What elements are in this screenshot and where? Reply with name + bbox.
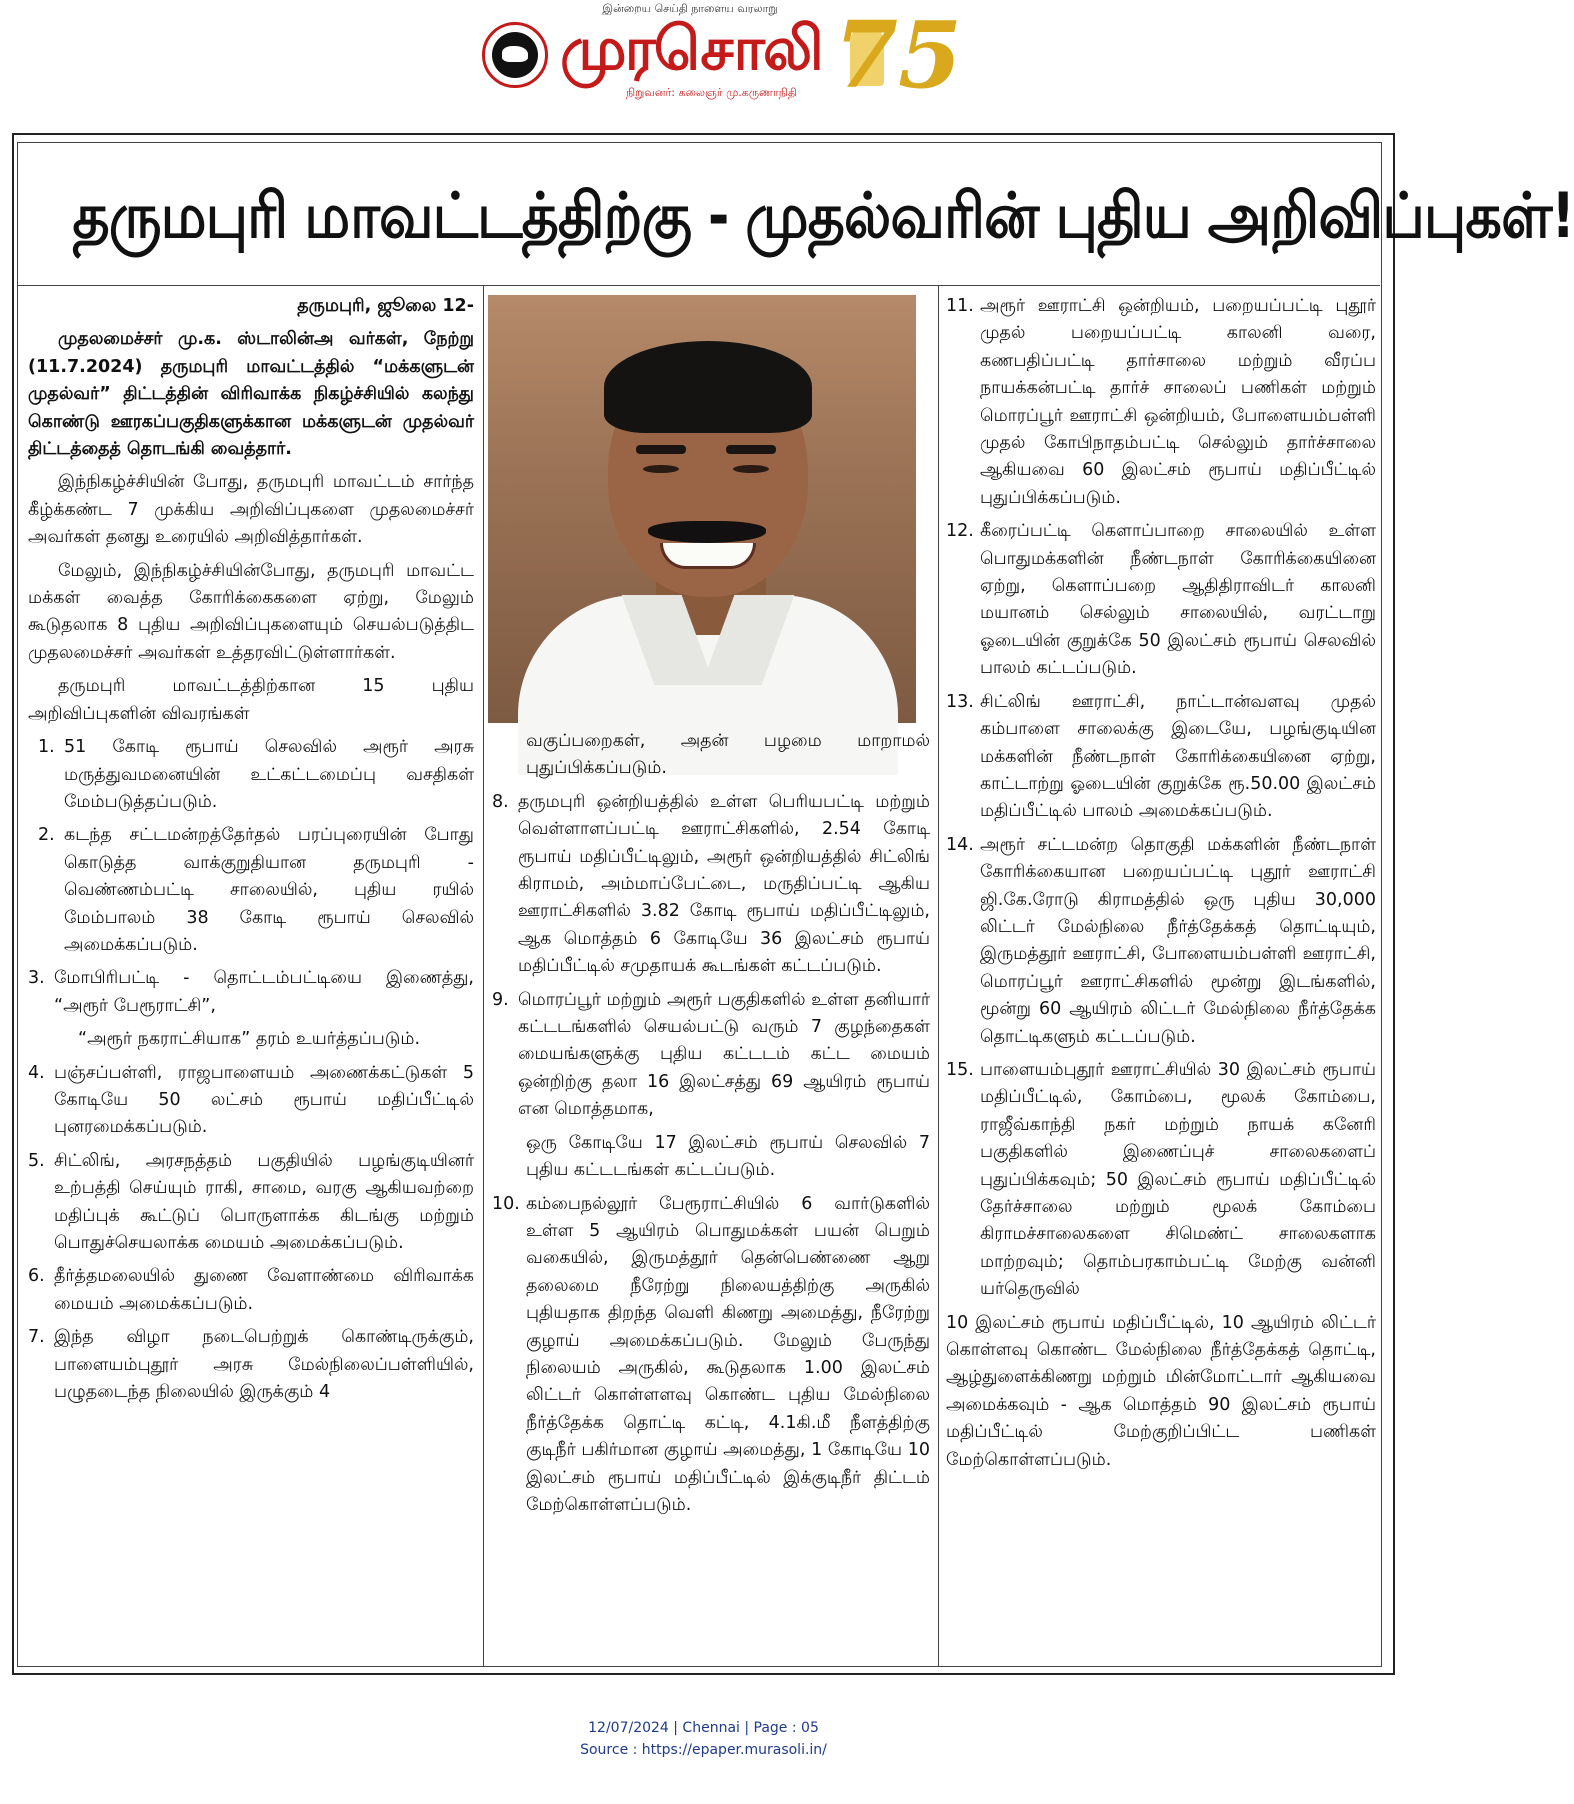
announcement-item: 6. தீர்த்தமலையில் துணை வேளாண்மை விரிவாக்க மையம் அமைக்கப்படும். (28, 1266, 474, 1314)
article-headline: தருமபுரி மாவட்டத்திற்கு - முதல்வரின் புதிய அறிவிப்புகள்! (72, 179, 1574, 252)
article-paragraph: தருமபுரி மாவட்டத்திற்கான 15 புதிய அறிவிப்புகளின் விவரங்கள் (28, 676, 474, 724)
announcement-item-continuation: “அரூர் நகராட்சியாக” தரம் உயர்த்தப்படும். (78, 1029, 421, 1050)
source-url: Source : https://epaper.murasoli.in/ (580, 1742, 827, 1758)
chief-minister-photo (488, 295, 916, 723)
newspaper-logo: முரசொலி (560, 14, 822, 84)
article-lead: முதலமைச்சர் மு.க. ஸ்டாலின்அ வர்கள், நேற்று (11.7.2024) தருமபுரி மாவட்டத்தில் “மக்களுடன் முதல்வர்” திட்டத்தின் விரிவாக்க நிகழ்ச்சியில் கலந்து கொண்டு ஊரகப்பகுதிகளுக்கான மக்களுடன் முதல்வர் திட்டத்தைத் தொடங்கி வைத்தார். (28, 329, 474, 460)
announcement-item: 1. 51 கோடி ரூபாய் செலவில் அரூர் அரசு மருத்துவமனையின் உட்கட்டமைப்பு வசதிகள் மேம்படுத்தப்படும். (38, 737, 474, 812)
article-column-3 (946, 293, 1376, 1480)
edition-info: 12/07/2024 | Chennai | Page : 05 (588, 1720, 819, 1736)
announcement-item: 11. அரூர் ஊராட்சி ஒன்றியம், பறையப்பட்டி புதூர் முதல் பறையப்பட்டி காலனி வரை, கணபதிப்பட்டி தார்சாலை மற்றும் வீரப்ப நாயக்கன்பட்டி தார்ச் சாலைப் பணிகள் மற்றும் மொரப்பூர் ஊராட்சி ஒன்றியம், போளையம்பள்ளி முதல் கோபிநாதம்பட்டி செல்லும் தார்ச்சாலை ஆகியவை 60 இலட்சம் ரூபாய் மதிப்பீட்டில் புதுப்பிக்கப்படும். (946, 296, 1376, 508)
announcement-item: 4. பஞ்சப்பள்ளி, ராஜபாளையம் அணைக்கட்டுகள் 5 கோடியே 50 லட்சம் ரூபாய் மதிப்பீட்டில் புனரமைக்கப்படும். (28, 1062, 474, 1138)
announcement-item: 13. சிட்லிங் ஊராட்சி, நாட்டான்வளவு முதல் கம்பாளை சாலைக்கு இடையே, பழங்குடியின மக்களின் நீண்டநாள் கோரிக்கையினை ஏற்று, காட்டாற்று ஓடையின் குறுக்கே ரூ.50.00 இலட்சம் மதிப்பீட்டில் பாலம் அமைக்கப்படும். (946, 691, 1376, 822)
article-paragraph: மேலும், இந்நிகழ்ச்சியின்போது, தருமபுரி மாவட்ட மக்கள் வைத்த கோரிக்கைகளை ஏற்று, மேலும் கூடுதலாக 8 புதிய அறிவிப்புகளையும் செயல்படுத்திட முதலமைச்சர் அவர்கள் உத்தரவிட்டுள்ளார்கள். (28, 560, 474, 663)
headline-divider (18, 285, 1380, 286)
announcement-item: 2. கடந்த சட்டமன்றத்தேர்தல் பரப்புரையின் போது கொடுத்த வாக்குறுதியான தருமபுரி - வெண்ணம்பட்டி சாலையில், புதிய ரயில் மேம்பாலம் 38 கோடி ரூபாய் செலவில் அமைக்கப்படும். (38, 825, 474, 955)
party-emblem-icon (482, 22, 548, 88)
masthead-tagline: இன்றைய செய்தி நாளைய வரலாறு (602, 2, 778, 15)
column-divider-1 (483, 286, 484, 1666)
masthead (0, 0, 1407, 110)
article-column-1 (28, 293, 474, 1412)
article-paragraph: இந்நிகழ்ச்சியின் போது, தருமபுரி மாவட்டம் சார்ந்த கீழ்க்கண்ட 7 முக்கிய அறிவிப்புகளை முதலமைச்சர் அவர்கள் தனது உரையில் அறிவித்தார்கள். (28, 472, 474, 548)
announcement-item-continuation: வகுப்பறைகள், அதன் பழமை மாறாமல் புதுப்பிக்கப்படும். (526, 731, 930, 779)
announcement-item: 5. சிட்லிங், அரசநத்தம் பகுதியில் பழங்குடியினர் உற்பத்தி செய்யும் ராகி, சாமை, வரகு ஆகியவற்றை மதிப்புக் கூட்டுப் பொருளாக்க கிடங்கு மற்றும் பொதுச்செயலாக்க மையம் அமைக்கப்படும். (28, 1150, 474, 1253)
jubilee-75-badge: 75 (834, 1, 963, 109)
announcement-item: 14. அரூர் சட்டமன்ற தொகுதி மக்களின் நீண்டநாள் கோரிக்கையான பறையப்பட்டி புதூர் ஊராட்சி ஜி.கே.ரோடு கிராமத்தில் ஒரு புதிய 30,000 லிட்டர் மேல்நிலை நீர்த்தேக்கத் தொட்டியும், இருமத்தூர் ஊராட்சி, போளையம்பள்ளி ஊராட்சி, மொரப்பூர் ஊராட்சிகளில் மூன்று இடங்களில், மூன்று 60 ஆயிரம் லிட்டர் மேல்நிலை நீர்த்தேக்க தொட்டிகளும் கட்டப்படும். (946, 834, 1376, 1047)
article-dateline: தருமபுரி, ஜூலை 12- (297, 296, 474, 316)
masthead-subtitle: நிறுவனர்: கலைஞர் மு.கருணாநிதி (626, 86, 797, 99)
column-divider-2 (938, 286, 939, 1666)
announcement-item: 8. தருமபுரி ஒன்றியத்தில் உள்ள பெரியபட்டி மற்றும் வெள்ளாளப்பட்டி ஊராட்சிகளில், 2.54 கோடி ரூபாய் மதிப்பீட்டிலும், அரூர் ஒன்றியத்தில் சிட்லிங் கிராமம், அம்மாப்பேட்டை, மருதிப்பட்டி ஆகிய ஊராட்சிகளில் 3.82 கோடி ரூபாய் மதிப்பீட்டிலும், ஆக மொத்தம் 6 கோடியே 36 இலட்சம் ரூபாய் மதிப்பீட்டில் சமுதாயக் கூடங்கள் கட்டப்படும். (492, 791, 930, 977)
announcement-item: 9. மொரப்பூர் மற்றும் அரூர் பகுதிகளில் உள்ள தனியார் கட்டடங்களில் செயல்பட்டு வரும் 7 குழந்தைகள் மையங்களுக்கு புதிய கட்டடம் கட்ட மையம் ஒன்றிற்கு தலா 16 இலட்சத்து 69 ஆயிரம் ரூபாய் என மொத்தமாக, (492, 989, 930, 1120)
announcement-item: 3. மோபிரிபட்டி - தொட்டம்பட்டியை இணைத்து, “அரூர் பேரூராட்சி”, (28, 968, 474, 1016)
announcement-item: 15. பாளையம்புதூர் ஊராட்சியில் 30 இலட்சம் ரூபாய் மதிப்பீட்டில், கோம்பை, மூலக் கோம்பை, ராஜீவ்காந்தி நகர் மற்றும் நாயக் கனேரி பகுதிகளில் இணைப்புச் சாலைகளைப் புதுப்பிக்கவும்; 50 இலட்சம் ரூபாய் மதிப்பீட்டில் தேர்ச்சாலை மற்றும் மூலக் கோம்பை கிராமச்சாலைகளை சிமெண்ட் சாலைகளாக மாற்றவும்; தொம்பரகாம்பட்டி மேற்கு வன்னி யர்தெருவில் (946, 1059, 1376, 1300)
article-column-2 (492, 728, 930, 1525)
announcement-item: 10. கம்பைநல்லூர் பேரூராட்சியில் 6 வார்டுகளில் உள்ள 5 ஆயிரம் பொதுமக்கள் பயன் பெறும் வகையில், இருமத்தூர் தென்பெண்ணை ஆறு தலைமை நீரேற்று நிலையத்திற்கு அருகில் புதியதாக திறந்த வெளி கிணறு அமைத்து, நீரேற்று குழாய் அமைக்கப்படும். மேலும் பேருந்து நிலையம் அருகில், கூடுதலாக 1.00 இலட்சம் லிட்டர் கொள்ளளவு கொண்ட புதிய மேல்நிலை நீர்த்தேக்க தொட்டி கட்டி, 4.1கி.மீ நீளத்திற்கு குடிநீர் பகிர்மான குழாய் அமைத்து, 1 கோடியே 10 இலட்சம் ரூபாய் மதிப்பீட்டில் இக்குடிநீர் திட்டம் மேற்கொள்ளப்படும். (492, 1193, 930, 1515)
announcement-item: 12. கீரைப்பட்டி கௌாப்பாறை சாலையில் உள்ள பொதுமக்களின் நீண்டநாள் கோரிக்கையினை ஏற்று, கௌாப்பறை ஆதிதிராவிடர் காலனி மயானம் செல்லும் சாலையில், வரட்டாறு ஓடையின் குறுக்கே 50 இலட்சம் ரூபாய் செலவில் பாலம் கட்டப்படும். (946, 521, 1376, 679)
announcement-item-continuation: 10 இலட்சம் ரூபாய் மதிப்பீட்டில், 10 ஆயிரம் லிட்டர் கொள்ளவு கொண்ட மேல்நிலை நீர்த்தேக்கத் தொட்டி, ஆழ்துளைக்கிணறு மற்றும் மின்மோட்டார் ஆகியவை அமைக்கவும் - ஆக மொத்தம் 90 இலட்சம் ரூபாய் மதிப்பீட்டில் மேற்குறிப்பிட்ட பணிகள் மேற்கொள்ளப்படும். (946, 1312, 1376, 1470)
announcement-item: 7. இந்த விழா நடைபெற்றுக் கொண்டிருக்கும், பாளையம்புதூர் அரசு மேல்நிலைப்பள்ளியில், பழுதடைந்த நிலையில் இருக்கும் 4 (28, 1327, 474, 1403)
announcement-item-continuation: ஒரு கோடியே 17 இலட்சம் ரூபாய் செலவில் 7 புதிய கட்டடங்கள் கட்டப்படும். (526, 1132, 930, 1181)
